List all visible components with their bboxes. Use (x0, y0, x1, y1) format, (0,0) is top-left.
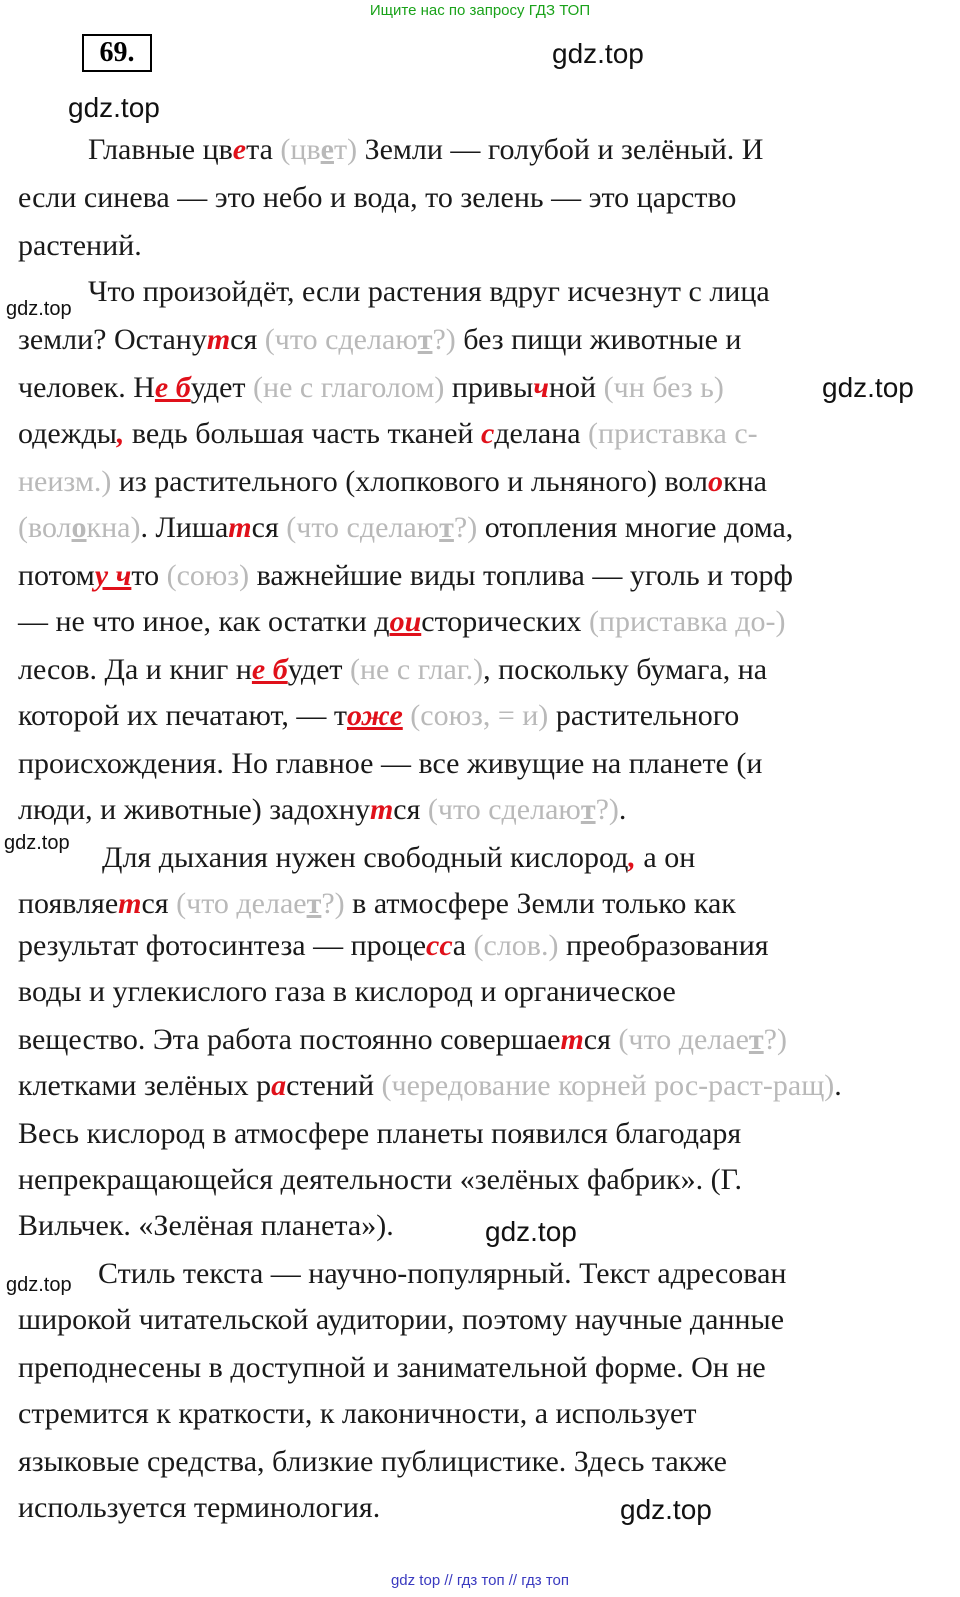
text-line (18, 792, 626, 828)
text-segment: из растительного (хлопкового и льняного) вол (111, 465, 709, 498)
watermark: gdz.top (552, 38, 644, 69)
text-segment: т (560, 1023, 584, 1056)
watermark: gdz.top (4, 832, 70, 854)
footer-links[interactable]: gdz top // гдз топ // гдз топ (390, 1572, 570, 1589)
watermark: gdz.top (485, 1216, 577, 1247)
text-segment: сс (426, 929, 453, 962)
text-segment: ?) (763, 1023, 787, 1056)
watermark: gdz.top (6, 1274, 72, 1296)
text-segment: если синева — это небо и вода, то зелень — это царство (18, 181, 737, 214)
text-segment: . (834, 1069, 842, 1102)
text-segment: люди, и животные) задохну (18, 793, 370, 826)
text-line (18, 604, 786, 640)
text-line (18, 652, 767, 688)
text-segment: у ч (94, 559, 132, 592)
text-line (18, 886, 736, 922)
text-line (18, 698, 739, 734)
text-line (18, 1302, 784, 1338)
text-segment: т (118, 887, 142, 920)
text-line (88, 132, 763, 168)
watermark: gdz.top (822, 372, 914, 403)
text-segment: сторических (421, 605, 589, 638)
watermark: gdz.top (6, 298, 72, 320)
text-line (18, 322, 741, 358)
text-segment: Земли — голубой и зелёный. И (357, 133, 764, 166)
text-segment: (не с глаг.) (350, 653, 484, 686)
text-segment: используется терминология. (18, 1491, 381, 1524)
search-banner[interactable]: Ищите нас по запросу ГДЗ ТОП (369, 2, 591, 19)
text-segment: результат фотосинтеза — проце (18, 929, 427, 962)
text-segment: (приставка с- (588, 417, 758, 450)
text-segment: удет (287, 653, 351, 686)
text-segment: , поскольку бумага, на (483, 653, 768, 686)
text-line (102, 840, 695, 876)
text-segment: ся (583, 1023, 619, 1056)
text-segment: отопления многие дома, (477, 511, 794, 544)
text-segment: Главные цв (88, 133, 233, 166)
text-segment: потом (18, 559, 95, 592)
text-segment: ной (549, 371, 604, 404)
text-segment: в атмосфере Земли только как (344, 887, 736, 920)
text-segment: (что делае (176, 887, 307, 920)
text-segment: . (618, 793, 627, 826)
text-segment: преобразования (558, 929, 769, 962)
text-segment: е б (251, 653, 288, 686)
text-segment: е (320, 133, 334, 166)
text-segment: кна (723, 465, 767, 498)
text-segment: вещество. Эта работа постоянно совершае (18, 1023, 561, 1056)
text-segment: , (116, 417, 125, 450)
text-line (18, 558, 793, 594)
text-segment: воды и углекислого газа в кислород и органическое (18, 975, 676, 1008)
text-line (18, 1444, 727, 1480)
text-segment: о (708, 465, 724, 498)
text-segment: ?) (595, 793, 619, 826)
text-line (18, 464, 767, 500)
text-line (18, 1162, 742, 1198)
text-line (18, 370, 724, 406)
text-segment: клетками зелёных р (18, 1069, 272, 1102)
text-segment: а (271, 1069, 287, 1102)
text-segment: то (131, 559, 167, 592)
text-line (18, 180, 736, 216)
text-segment: . Лиша (140, 511, 229, 544)
text-segment: — не что иное, как остатки д (18, 605, 390, 638)
text-segment: т (206, 323, 231, 356)
text-line (98, 1256, 786, 1292)
text-segment: (чередование корней рос-раст-ращ) (381, 1069, 835, 1102)
text-segment: (союз, = и) (410, 699, 549, 732)
text-segment: (что сделаю (264, 323, 418, 356)
text-segment: растительного (548, 699, 740, 732)
text-segment: одежды (18, 417, 117, 450)
text-segment: лесов. Да и книг н (18, 653, 252, 686)
text-segment: т (417, 323, 433, 356)
text-line (18, 1208, 394, 1244)
text-line (18, 1490, 380, 1526)
exercise-number: 69. (82, 34, 152, 72)
text-segment: та (246, 133, 281, 166)
text-segment: стремится к краткости, к лаконичности, а использует (18, 1397, 697, 1430)
text-segment: языковые средства, близкие публицистике. Здесь также (18, 1445, 727, 1478)
text-segment: удет (190, 371, 254, 404)
text-segment: (приставка до-) (588, 605, 786, 638)
text-segment: ся (230, 323, 265, 356)
watermark: gdz.top (68, 92, 160, 123)
text-line (18, 1068, 842, 1104)
text-segment: , (628, 841, 636, 874)
text-segment: с (480, 417, 495, 450)
text-segment: ведь большая часть тканей (124, 417, 481, 450)
text-segment: т (369, 793, 394, 826)
text-line (18, 1116, 741, 1152)
text-segment: (что сделаю (427, 793, 581, 826)
text-segment: е (232, 133, 247, 166)
text-segment: (не с глаголом) (253, 371, 445, 404)
text-segment: ч (533, 371, 549, 404)
text-segment: ?) (432, 323, 456, 356)
text-segment: непрекращающейся деятельности «зелёных фабрик». (Г. (18, 1163, 743, 1196)
text-segment: ся (141, 887, 177, 920)
text-segment: о (71, 511, 87, 544)
text-segment: происхождения. Но главное — все живущие на планете (и (18, 747, 763, 780)
watermark: gdz.top (620, 1494, 712, 1525)
text-segment: (чн без ь) (603, 371, 724, 404)
text-segment: т (228, 511, 252, 544)
text-segment: т) (333, 133, 358, 166)
text-line (88, 274, 770, 310)
text-line (18, 746, 762, 782)
text-segment: без пищи животные и (455, 323, 742, 356)
text-segment: ои (389, 605, 422, 638)
text-segment: человек. Н (18, 371, 155, 404)
text-segment: растений. (18, 229, 142, 262)
text-segment: ся (393, 793, 428, 826)
text-segment: Стиль текста — научно-популярный. Текст адресован (98, 1257, 787, 1290)
text-segment: делана (494, 417, 589, 450)
text-segment: стений (286, 1069, 382, 1102)
text-segment: т (580, 793, 596, 826)
text-line (18, 1022, 787, 1058)
text-segment: (вол (18, 511, 72, 544)
text-segment: привы (444, 371, 534, 404)
text-line (18, 228, 142, 264)
text-segment: кна) (86, 511, 141, 544)
text-segment: земли? Остану (18, 323, 207, 356)
text-segment: оже (347, 699, 403, 732)
text-segment: (союз) (166, 559, 250, 592)
text-segment: т (439, 511, 454, 544)
text-line (18, 510, 793, 546)
text-segment: Весь кислород в атмосфере планеты появился благодаря (18, 1117, 742, 1150)
text-segment: ся (251, 511, 287, 544)
text-segment: широкой читательской аудитории, поэтому научные данные (18, 1303, 785, 1336)
text-segment: преподнесены в доступной и занимательной форме. Он не (18, 1351, 766, 1384)
text-line (18, 1396, 696, 1432)
text-segment: ?) (453, 511, 478, 544)
text-segment: т (306, 887, 322, 920)
text-segment: (цв (280, 133, 321, 166)
text-line (18, 974, 676, 1010)
text-line (18, 1350, 766, 1386)
text-segment: Что произойдёт, если растения вдруг исчезнут с лица (88, 275, 770, 308)
text-segment: а он (635, 841, 696, 874)
text-line (18, 416, 758, 452)
text-segment: (что делае (618, 1023, 749, 1056)
text-segment: важнейшие виды топлива — уголь и торф (249, 559, 793, 592)
text-segment: Вильчек. «Зелёная планета»). (18, 1209, 394, 1242)
text-segment: (слов.) (473, 929, 559, 962)
text-segment: (что сделаю (286, 511, 440, 544)
text-segment: ?) (321, 887, 345, 920)
text-segment: неизм.) (18, 465, 112, 498)
text-segment: появляе (18, 887, 119, 920)
text-segment: Для дыхания нужен свободный кислород (102, 841, 629, 874)
text-segment: е б (154, 371, 191, 404)
text-segment: которой их печатают, — т (18, 699, 348, 732)
text-line (18, 928, 769, 964)
text-segment: а (452, 929, 474, 962)
text-segment: т (748, 1023, 764, 1056)
